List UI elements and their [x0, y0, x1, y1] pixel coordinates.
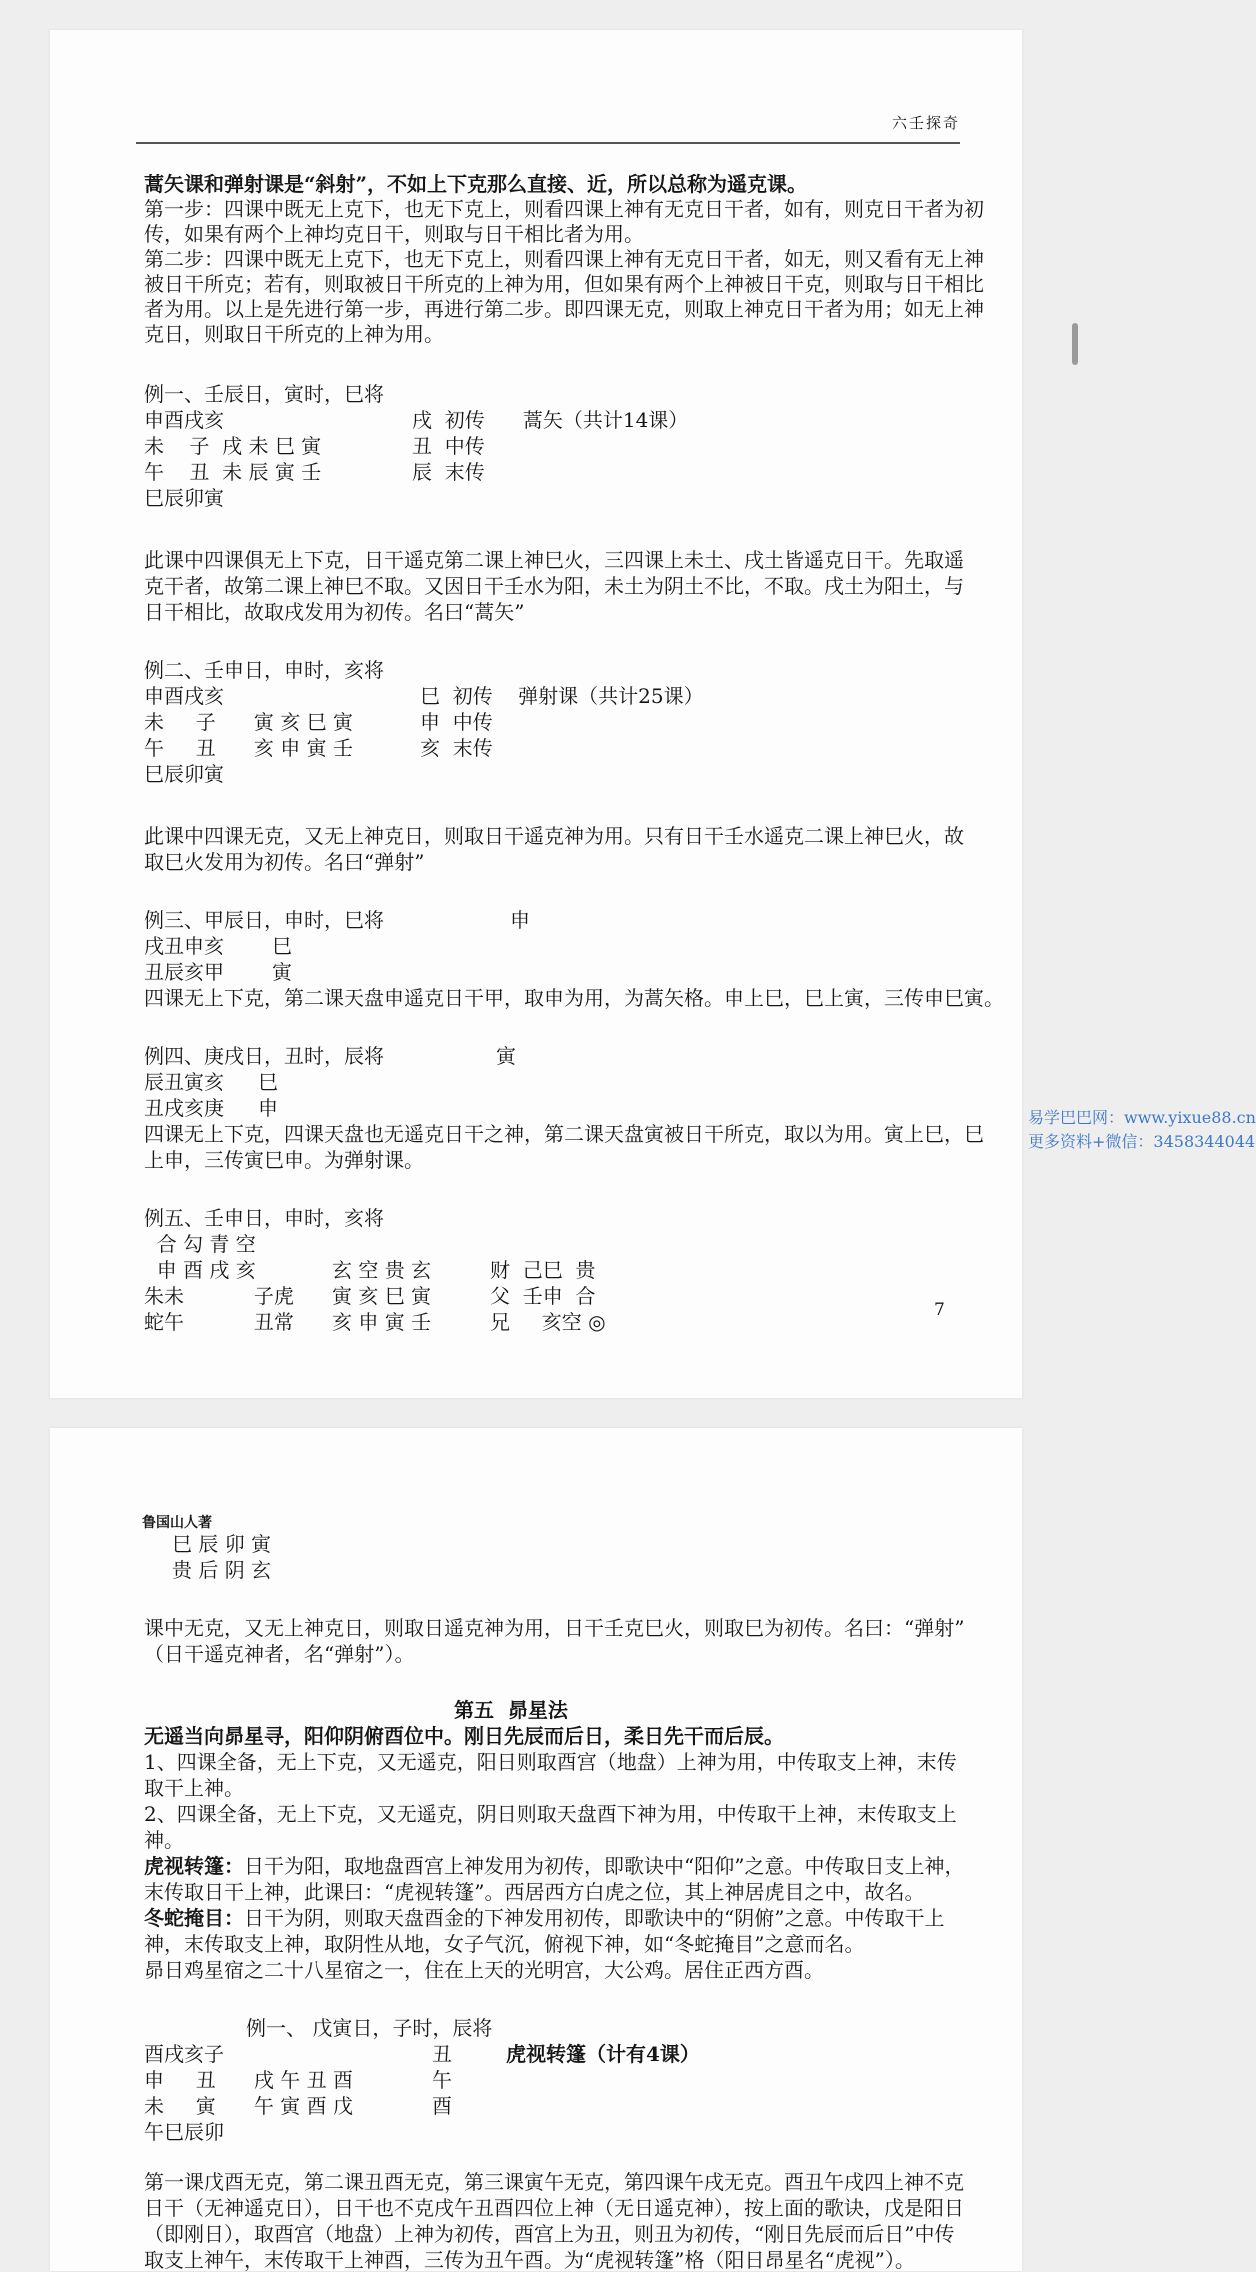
chart-row: 申 丑 戌 午 丑 酉 [144, 2068, 354, 2092]
chart-row: 午巳辰卯 [144, 2120, 224, 2144]
chart-row-right: 戌 初传 蒿矢（共计14课） [412, 408, 689, 432]
chart-row: 巳辰卯寅 [144, 486, 224, 510]
explanation-line: 四课无上下克，第二课天盘申遥克日干甲，取申为用，为蒿矢格。申上巳，巳上寅，三传申巳寅。 [144, 986, 1004, 1010]
chart-row-right: 午 [432, 2068, 452, 2092]
chart-row: 蛇午 丑常 [144, 1310, 294, 1334]
hushi-line [144, 1854, 964, 1878]
term-label: 虎视转篷： [144, 1854, 244, 1878]
chart-row-right: 亥 末传 [420, 736, 493, 760]
chart-row-right: 财 己巳 贵 [490, 1258, 596, 1282]
term-label: 冬蛇掩目： [144, 1906, 244, 1930]
explanation-line: 此课中四课无克，又无上神克日，则取日干遥克神为用。只有日干壬水遥克二课上神巳火，故 [144, 824, 964, 848]
explanation-line: 第一课戊酉无克，第二课丑酉无克，第三课寅午无克，第四课午戌无克。酉丑午戌四上神不克 [144, 2170, 964, 2194]
dongshe-line: 神，末传取支上神，取阴性从地，女子气沉，俯视下神，如“冬蛇掩目”之意而名。 [144, 1932, 865, 1956]
explanation-line: 克干者，故第二课上神巳不取。又因日干壬水为阳，未土为阴土不比，不取。戌土为阳土，与 [144, 574, 964, 598]
term-text: 日干为阳，取地盘酉宫上神发用为初传，即歌诀中“阳仰”之意。中传取日支上神， [244, 1854, 965, 1878]
chart-row: 申酉戌亥 [144, 408, 224, 432]
pattern-tag: 虎视转篷（计有4课） [506, 2042, 700, 2066]
rule-line: 2、四课全备，无上下克，又无遥克，阴日则取天盘酉下神为用，中传取干上神，末传取支上 [144, 1802, 957, 1826]
explanation-line: （即刚日），取酉宫（地盘）上神为初传，酉宫上为丑，则丑为初传，“刚日先辰而后日”中传 [144, 2222, 955, 2246]
chart-row-right: 巳 [272, 934, 292, 958]
intro-line: 第一步：四课中既无上克下，也无下克上，则看四课上神有无克日干者，如有，则克日干者为初 [144, 197, 984, 221]
chart-row: 酉戌亥子 [144, 2042, 224, 2066]
chart-row-right: 父 壬申 合 [490, 1284, 596, 1308]
chart-row: 合 勾 青 空 [144, 1232, 256, 1256]
example-title: 例四、庚戌日，丑时，辰将 [144, 1044, 384, 1068]
chart-row: 午 丑 亥 申 寅 壬 [144, 736, 354, 760]
example-title: 例一、 戊寅日，子时，辰将 [246, 2016, 493, 2040]
chart-row: 戌丑申亥 [144, 934, 224, 958]
chart-row: 朱未 子虎 [144, 1284, 294, 1308]
example-title: 例三、甲辰日，申时，巳将 [144, 908, 384, 932]
scrollbar-thumb[interactable] [1072, 323, 1078, 365]
page-number: 7 [934, 1300, 945, 1320]
chart-row: 丑戌亥庚 [144, 1096, 224, 1120]
chart-row: 未 子 寅 亥 巳 寅 [144, 710, 354, 734]
chart-row-middle: 亥 申 寅 壬 [332, 1310, 432, 1334]
dongshe-line: 昴日鸡星宿之二十八星宿之一，住在上天的光明宫，大公鸡。居住正西方酉。 [144, 1958, 824, 1982]
explanation-line: （日干遥克神者，名“弹射”）。 [144, 1642, 415, 1666]
running-header: 六壬探奇 [891, 114, 960, 132]
intro-line-bold: 蒿矢课和弹射课是“斜射”，不如上下克那么直接、近，所以总称为遥克课。 [144, 172, 808, 196]
example-title: 例二、壬申日，申时，亥将 [144, 658, 384, 682]
explanation-line: 此课中四课俱无上下克，日干遥克第二课上神巳火，三四课上未土、戌土皆遥克日干。先取遥 [144, 548, 964, 572]
chart-row: 午 丑 未 辰 寅 壬 [144, 460, 322, 484]
chart-row-right: 丑 [432, 2042, 452, 2066]
rule-line: 取干上神。 [144, 1776, 244, 1800]
chart-row: 巳 辰 卯 寅 [172, 1532, 272, 1556]
chart-row-right: 巳 [258, 1070, 278, 1094]
chart-row: 贵 后 阴 玄 [172, 1558, 272, 1582]
dongshe-line [144, 1906, 944, 1930]
term-text: 日干为阴，则取天盘酉金的下神发用初传，即歌诀中的“阴俯”之意。中传取干上 [244, 1906, 945, 1930]
explanation-line: 课中无克，又无上神克日，则取日遥克神为用，日干壬克巳火，则取巳为初传。名曰：“弹射” [144, 1616, 965, 1640]
intro-line: 第二步：四课中既无上克下，也无下克上，则看四课上神有无克日干者，如无，则又看有无上神 [144, 247, 984, 271]
document-page-8 [50, 1428, 1022, 2271]
chart-row-right: 丑 中传 [412, 434, 485, 458]
chart-row-right: 辰 末传 [412, 460, 485, 484]
section-title: 第五 昴星法 [454, 1698, 568, 1722]
explanation-line: 日干相比，故取戌发用为初传。名曰“蒿矢” [144, 600, 525, 624]
chart-row: 申酉戌亥 [144, 684, 224, 708]
chart-row-middle: 玄 空 贵 玄 [332, 1258, 432, 1282]
explanation-line: 日干（无神遥克日），日干也不克戌午丑酉四位上神（无日遥克神），按上面的歌诀，戊是阳日 [144, 2196, 964, 2220]
chart-row: 未 寅 午 寅 酉 戊 [144, 2094, 354, 2118]
chart-row: 辰丑寅亥 [144, 1070, 224, 1094]
chart-row-right: 兄 亥空 ◎ [490, 1310, 606, 1334]
explanation-line: 上申，三传寅巳申。为弹射课。 [144, 1148, 424, 1172]
example-title: 例一、壬辰日，寅时，巳将 [144, 382, 384, 406]
chart-side: 寅 [496, 1044, 516, 1068]
chart-row: 申 酉 戌 亥 [144, 1258, 256, 1282]
intro-line: 者为用。以上是先进行第一步，再进行第二步。即四课无克，则取上神克日干者为用；如无上神 [144, 297, 984, 321]
explanation-line: 四课无上下克，四课天盘也无遥克日干之神，第二课天盘寅被日干所克，取以为用。寅上巳，巳 [144, 1122, 984, 1146]
chart-side: 申 [510, 908, 530, 932]
explanation-line: 取支上神午，末传取干上神酉，三传为丑午酉。为“虎视转篷”格（阳日昂星名“虎视”）。 [144, 2248, 915, 2272]
chart-row-right: 申 中传 [420, 710, 493, 734]
chart-row-right: 寅 [272, 960, 292, 984]
chart-row: 巳辰卯寅 [144, 762, 224, 786]
intro-line: 被日干所克；若有，则取被日干所克的上神为用，但如果有两个上神被日干克，则取与日干相比 [144, 272, 984, 296]
chart-row-middle: 寅 亥 巳 寅 [332, 1284, 432, 1308]
document-page-7 [50, 30, 1022, 1398]
chart-row-right: 申 [258, 1096, 278, 1120]
intro-line: 克日，则取日干所克的上神为用。 [144, 322, 444, 346]
rule-line: 神。 [144, 1828, 184, 1852]
explanation-line: 取巳火发用为初传。名曰“弹射” [144, 850, 425, 874]
example-title: 例五、壬申日，申时，亥将 [144, 1206, 384, 1230]
verse-line: 无遥当向昴星寻，阳仰阴俯酉位中。刚日先辰而后日，柔日先干而后辰。 [144, 1724, 784, 1748]
running-header: 鲁国山人著 [142, 1515, 212, 1531]
chart-row-right: 巳 初传 弹射课（共计25课） [420, 684, 704, 708]
chart-row: 未 子 戌 未 巳 寅 [144, 434, 322, 458]
watermark-line: 更多资料+微信：3458344044 [1028, 1132, 1256, 1151]
rule-line: 1、四课全备，无上下克，又无遥克，阳日则取酉宫（地盘）上神为用，中传取支上神，末传 [144, 1750, 957, 1774]
hushi-line: 末传取日干上神，此课曰：“虎视转篷”。西居西方白虎之位，其上神居虎目之中，故名。 [144, 1880, 925, 1904]
watermark-line: 易学巴巴网：www.yixue88.cn [1028, 1108, 1256, 1127]
header-rule [136, 142, 960, 144]
intro-line: 传，如果有两个上神均克日干，则取与日干相比者为用。 [144, 222, 644, 246]
chart-row: 丑辰亥甲 [144, 960, 224, 984]
chart-row-right: 酉 [432, 2094, 452, 2118]
